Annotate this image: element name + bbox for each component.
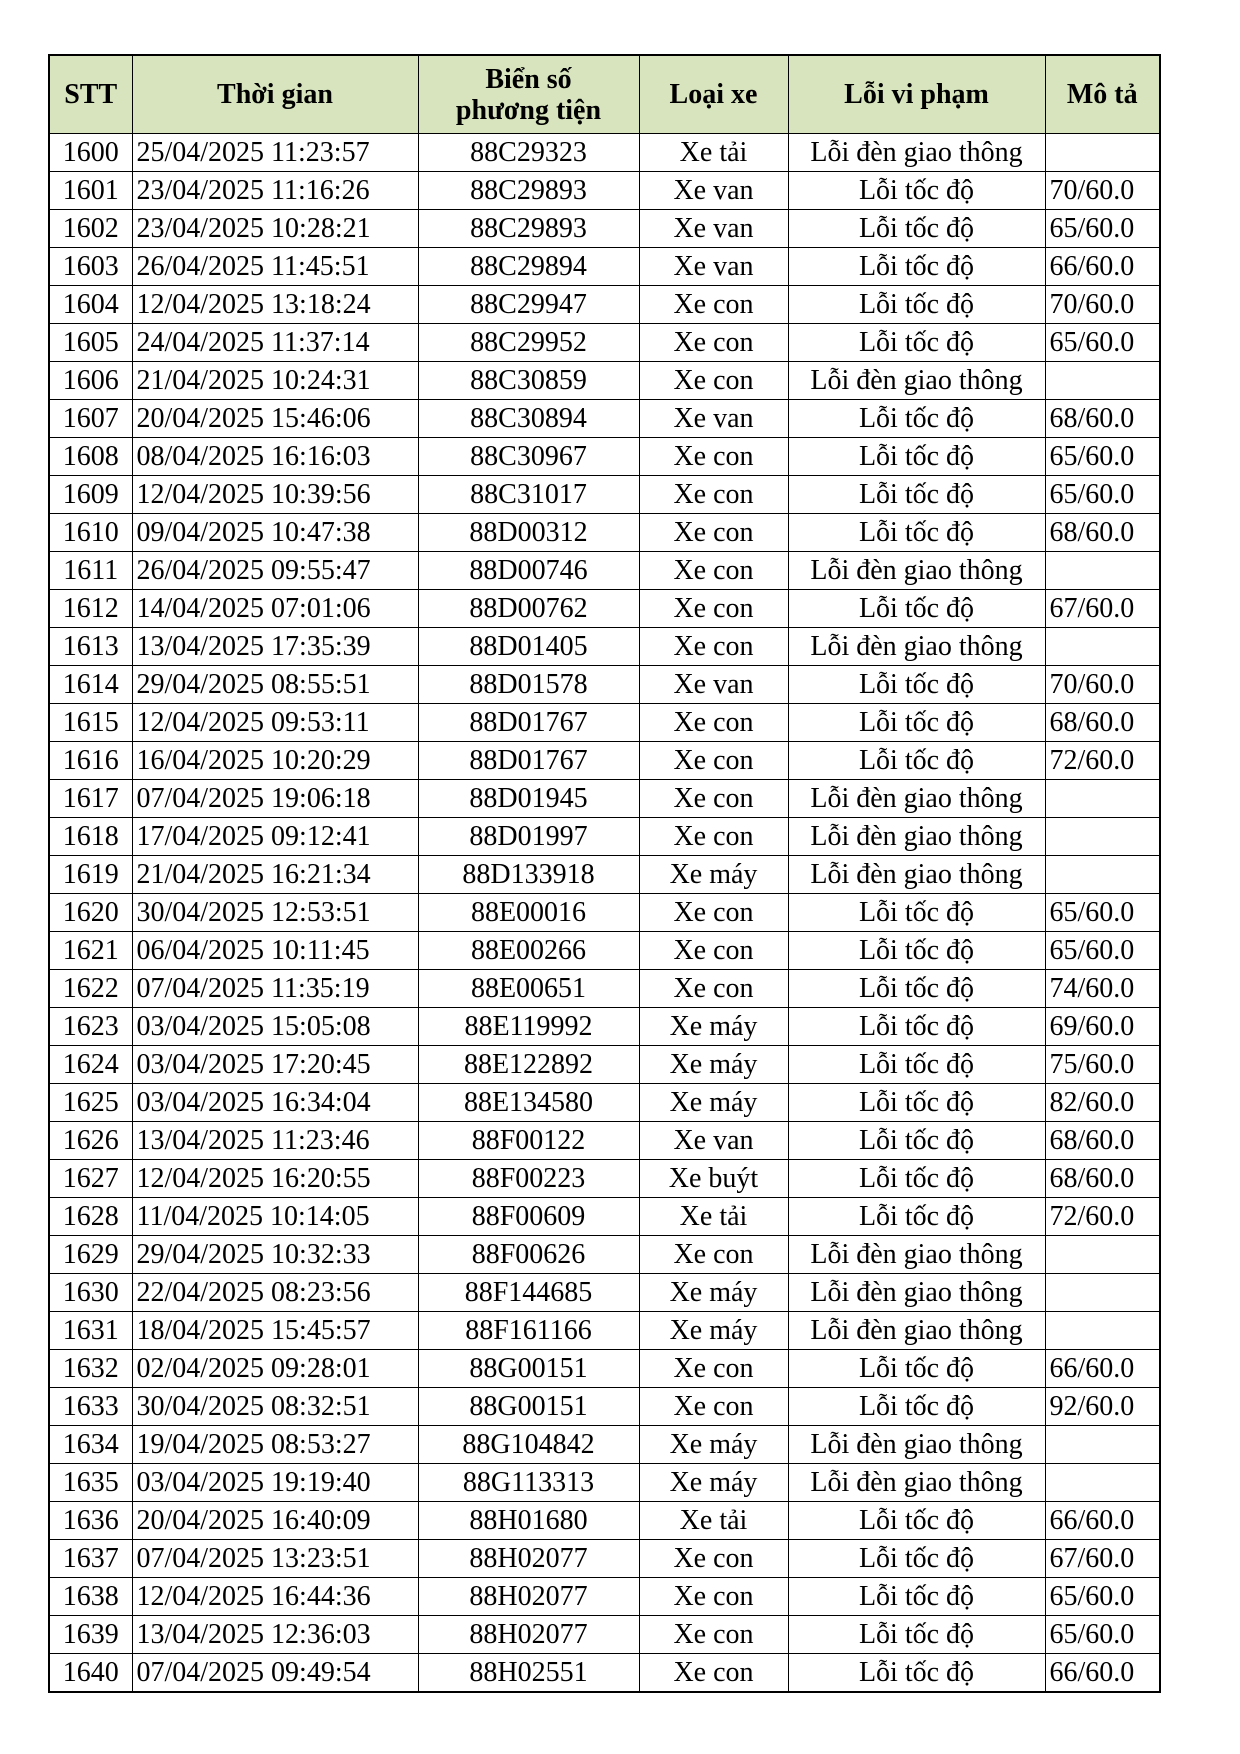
cell-violation: Lỗi tốc độ xyxy=(788,704,1045,742)
cell-plate: 88C29893 xyxy=(418,210,639,248)
cell-vehicle-type: Xe con xyxy=(639,514,788,552)
cell-stt: 1629 xyxy=(49,1236,132,1274)
cell-stt: 1620 xyxy=(49,894,132,932)
cell-plate: 88C30859 xyxy=(418,362,639,400)
cell-violation: Lỗi tốc độ xyxy=(788,1502,1045,1540)
cell-description: 74/60.0 xyxy=(1045,970,1160,1008)
cell-description: 65/60.0 xyxy=(1045,1578,1160,1616)
cell-description: 66/60.0 xyxy=(1045,1350,1160,1388)
cell-stt: 1625 xyxy=(49,1084,132,1122)
cell-violation: Lỗi tốc độ xyxy=(788,970,1045,1008)
cell-description: 72/60.0 xyxy=(1045,1198,1160,1236)
cell-time: 08/04/2025 16:16:03 xyxy=(132,438,418,476)
cell-vehicle-type: Xe con xyxy=(639,438,788,476)
table-row xyxy=(49,210,1160,248)
cell-violation: Lỗi tốc độ xyxy=(788,666,1045,704)
cell-plate: 88F00223 xyxy=(418,1160,639,1198)
cell-description: 65/60.0 xyxy=(1045,476,1160,514)
table-row xyxy=(49,1122,1160,1160)
cell-vehicle-type: Xe tải xyxy=(639,1198,788,1236)
cell-description xyxy=(1045,628,1160,666)
cell-description: 68/60.0 xyxy=(1045,1122,1160,1160)
cell-time: 03/04/2025 17:20:45 xyxy=(132,1046,418,1084)
table-row xyxy=(49,362,1160,400)
cell-stt: 1610 xyxy=(49,514,132,552)
cell-plate: 88D01405 xyxy=(418,628,639,666)
cell-time: 20/04/2025 15:46:06 xyxy=(132,400,418,438)
violations-table xyxy=(48,54,1161,1693)
cell-plate: 88F00122 xyxy=(418,1122,639,1160)
table-header xyxy=(49,55,1160,134)
header-row xyxy=(49,55,1160,134)
cell-description xyxy=(1045,1426,1160,1464)
table-row xyxy=(49,1312,1160,1350)
cell-violation: Lỗi tốc độ xyxy=(788,1654,1045,1693)
cell-description: 68/60.0 xyxy=(1045,704,1160,742)
cell-time: 18/04/2025 15:45:57 xyxy=(132,1312,418,1350)
cell-vehicle-type: Xe máy xyxy=(639,1312,788,1350)
cell-description xyxy=(1045,1464,1160,1502)
cell-vehicle-type: Xe con xyxy=(639,742,788,780)
cell-violation: Lỗi tốc độ xyxy=(788,476,1045,514)
cell-vehicle-type: Xe con xyxy=(639,1388,788,1426)
header-violation: Lỗi vi phạm xyxy=(788,55,1045,134)
cell-description: 66/60.0 xyxy=(1045,1654,1160,1693)
cell-plate: 88H02077 xyxy=(418,1540,639,1578)
cell-time: 13/04/2025 12:36:03 xyxy=(132,1616,418,1654)
cell-violation: Lỗi tốc độ xyxy=(788,248,1045,286)
cell-stt: 1633 xyxy=(49,1388,132,1426)
cell-time: 07/04/2025 13:23:51 xyxy=(132,1540,418,1578)
cell-vehicle-type: Xe con xyxy=(639,286,788,324)
cell-time: 09/04/2025 10:47:38 xyxy=(132,514,418,552)
cell-stt: 1630 xyxy=(49,1274,132,1312)
cell-violation: Lỗi tốc độ xyxy=(788,438,1045,476)
cell-violation: Lỗi tốc độ xyxy=(788,1578,1045,1616)
cell-violation: Lỗi đèn giao thông xyxy=(788,134,1045,172)
cell-violation: Lỗi đèn giao thông xyxy=(788,1274,1045,1312)
table-row xyxy=(49,438,1160,476)
cell-time: 23/04/2025 10:28:21 xyxy=(132,210,418,248)
cell-stt: 1622 xyxy=(49,970,132,1008)
cell-plate: 88D00746 xyxy=(418,552,639,590)
cell-vehicle-type: Xe máy xyxy=(639,1084,788,1122)
cell-violation: Lỗi đèn giao thông xyxy=(788,1426,1045,1464)
cell-violation: Lỗi tốc độ xyxy=(788,1350,1045,1388)
header-time: Thời gian xyxy=(132,55,418,134)
cell-vehicle-type: Xe con xyxy=(639,1540,788,1578)
cell-plate: 88E134580 xyxy=(418,1084,639,1122)
cell-violation: Lỗi tốc độ xyxy=(788,1540,1045,1578)
cell-plate: 88E00266 xyxy=(418,932,639,970)
cell-stt: 1624 xyxy=(49,1046,132,1084)
cell-time: 06/04/2025 10:11:45 xyxy=(132,932,418,970)
cell-stt: 1637 xyxy=(49,1540,132,1578)
cell-stt: 1609 xyxy=(49,476,132,514)
cell-stt: 1603 xyxy=(49,248,132,286)
cell-description: 66/60.0 xyxy=(1045,1502,1160,1540)
cell-description: 70/60.0 xyxy=(1045,172,1160,210)
cell-vehicle-type: Xe con xyxy=(639,628,788,666)
cell-description: 92/60.0 xyxy=(1045,1388,1160,1426)
table-row xyxy=(49,134,1160,172)
cell-stt: 1638 xyxy=(49,1578,132,1616)
cell-vehicle-type: Xe con xyxy=(639,780,788,818)
cell-plate: 88C31017 xyxy=(418,476,639,514)
cell-description: 70/60.0 xyxy=(1045,666,1160,704)
table-row xyxy=(49,628,1160,666)
cell-description: 65/60.0 xyxy=(1045,894,1160,932)
table-row xyxy=(49,172,1160,210)
cell-violation: Lỗi đèn giao thông xyxy=(788,1236,1045,1274)
cell-vehicle-type: Xe máy xyxy=(639,1464,788,1502)
cell-description xyxy=(1045,856,1160,894)
cell-violation: Lỗi tốc độ xyxy=(788,1616,1045,1654)
cell-description: 66/60.0 xyxy=(1045,248,1160,286)
cell-vehicle-type: Xe van xyxy=(639,248,788,286)
cell-vehicle-type: Xe máy xyxy=(639,1274,788,1312)
table-row xyxy=(49,400,1160,438)
table-row xyxy=(49,1654,1160,1693)
cell-vehicle-type: Xe con xyxy=(639,894,788,932)
table-row xyxy=(49,932,1160,970)
cell-description: 65/60.0 xyxy=(1045,210,1160,248)
cell-plate: 88G104842 xyxy=(418,1426,639,1464)
table-row xyxy=(49,1388,1160,1426)
cell-description xyxy=(1045,362,1160,400)
cell-violation: Lỗi đèn giao thông xyxy=(788,856,1045,894)
cell-time: 17/04/2025 09:12:41 xyxy=(132,818,418,856)
cell-violation: Lỗi đèn giao thông xyxy=(788,1464,1045,1502)
cell-plate: 88E119992 xyxy=(418,1008,639,1046)
cell-plate: 88G00151 xyxy=(418,1388,639,1426)
cell-stt: 1604 xyxy=(49,286,132,324)
cell-plate: 88D01578 xyxy=(418,666,639,704)
cell-description xyxy=(1045,780,1160,818)
cell-vehicle-type: Xe con xyxy=(639,1350,788,1388)
cell-time: 21/04/2025 16:21:34 xyxy=(132,856,418,894)
cell-plate: 88C29323 xyxy=(418,134,639,172)
cell-stt: 1626 xyxy=(49,1122,132,1160)
header-description: Mô tả xyxy=(1045,55,1160,134)
cell-violation: Lỗi tốc độ xyxy=(788,1160,1045,1198)
table-row xyxy=(49,1540,1160,1578)
cell-violation: Lỗi tốc độ xyxy=(788,210,1045,248)
cell-violation: Lỗi đèn giao thông xyxy=(788,1312,1045,1350)
cell-vehicle-type: Xe van xyxy=(639,1122,788,1160)
table-row xyxy=(49,476,1160,514)
cell-vehicle-type: Xe van xyxy=(639,400,788,438)
cell-time: 20/04/2025 16:40:09 xyxy=(132,1502,418,1540)
cell-time: 12/04/2025 16:20:55 xyxy=(132,1160,418,1198)
cell-stt: 1600 xyxy=(49,134,132,172)
cell-stt: 1605 xyxy=(49,324,132,362)
cell-violation: Lỗi tốc độ xyxy=(788,1084,1045,1122)
table-row xyxy=(49,666,1160,704)
cell-violation: Lỗi đèn giao thông xyxy=(788,780,1045,818)
cell-description: 65/60.0 xyxy=(1045,932,1160,970)
cell-plate: 88G113313 xyxy=(418,1464,639,1502)
cell-violation: Lỗi tốc độ xyxy=(788,286,1045,324)
header-plate-label: Biển số phương tiện xyxy=(455,63,602,126)
table-row xyxy=(49,1426,1160,1464)
cell-violation: Lỗi đèn giao thông xyxy=(788,362,1045,400)
table-row xyxy=(49,780,1160,818)
cell-time: 30/04/2025 12:53:51 xyxy=(132,894,418,932)
cell-description: 65/60.0 xyxy=(1045,438,1160,476)
cell-vehicle-type: Xe con xyxy=(639,552,788,590)
cell-violation: Lỗi tốc độ xyxy=(788,742,1045,780)
cell-violation: Lỗi tốc độ xyxy=(788,590,1045,628)
cell-description xyxy=(1045,134,1160,172)
cell-vehicle-type: Xe tải xyxy=(639,1502,788,1540)
cell-stt: 1611 xyxy=(49,552,132,590)
cell-time: 26/04/2025 11:45:51 xyxy=(132,248,418,286)
cell-plate: 88D00312 xyxy=(418,514,639,552)
table-row xyxy=(49,818,1160,856)
cell-plate: 88F00626 xyxy=(418,1236,639,1274)
cell-vehicle-type: Xe con xyxy=(639,704,788,742)
cell-description: 75/60.0 xyxy=(1045,1046,1160,1084)
cell-violation: Lỗi tốc độ xyxy=(788,324,1045,362)
cell-time: 12/04/2025 09:53:11 xyxy=(132,704,418,742)
cell-description: 82/60.0 xyxy=(1045,1084,1160,1122)
cell-stt: 1618 xyxy=(49,818,132,856)
cell-time: 12/04/2025 10:39:56 xyxy=(132,476,418,514)
cell-plate: 88D01945 xyxy=(418,780,639,818)
cell-time: 23/04/2025 11:16:26 xyxy=(132,172,418,210)
table-row xyxy=(49,1008,1160,1046)
cell-stt: 1621 xyxy=(49,932,132,970)
cell-time: 07/04/2025 09:49:54 xyxy=(132,1654,418,1693)
table-body xyxy=(49,134,1160,1693)
cell-stt: 1635 xyxy=(49,1464,132,1502)
cell-plate: 88E122892 xyxy=(418,1046,639,1084)
cell-vehicle-type: Xe máy xyxy=(639,1426,788,1464)
cell-stt: 1616 xyxy=(49,742,132,780)
table-row xyxy=(49,704,1160,742)
cell-stt: 1640 xyxy=(49,1654,132,1693)
table-row xyxy=(49,1464,1160,1502)
table-row xyxy=(49,514,1160,552)
table-row xyxy=(49,1616,1160,1654)
cell-violation: Lỗi đèn giao thông xyxy=(788,552,1045,590)
table-row xyxy=(49,248,1160,286)
cell-time: 07/04/2025 19:06:18 xyxy=(132,780,418,818)
cell-stt: 1606 xyxy=(49,362,132,400)
cell-plate: 88C30967 xyxy=(418,438,639,476)
cell-description: 68/60.0 xyxy=(1045,514,1160,552)
table-row xyxy=(49,1350,1160,1388)
cell-description: 72/60.0 xyxy=(1045,742,1160,780)
cell-violation: Lỗi tốc độ xyxy=(788,1046,1045,1084)
cell-vehicle-type: Xe con xyxy=(639,476,788,514)
cell-stt: 1613 xyxy=(49,628,132,666)
cell-stt: 1623 xyxy=(49,1008,132,1046)
cell-vehicle-type: Xe con xyxy=(639,1578,788,1616)
cell-vehicle-type: Xe con xyxy=(639,818,788,856)
cell-plate: 88D133918 xyxy=(418,856,639,894)
cell-time: 02/04/2025 09:28:01 xyxy=(132,1350,418,1388)
cell-stt: 1617 xyxy=(49,780,132,818)
cell-time: 03/04/2025 19:19:40 xyxy=(132,1464,418,1502)
cell-time: 24/04/2025 11:37:14 xyxy=(132,324,418,362)
cell-plate: 88C29947 xyxy=(418,286,639,324)
cell-description: 68/60.0 xyxy=(1045,400,1160,438)
cell-plate: 88G00151 xyxy=(418,1350,639,1388)
table-row xyxy=(49,324,1160,362)
cell-violation: Lỗi tốc độ xyxy=(788,400,1045,438)
cell-plate: 88D01767 xyxy=(418,742,639,780)
cell-stt: 1601 xyxy=(49,172,132,210)
cell-plate: 88C30894 xyxy=(418,400,639,438)
cell-stt: 1612 xyxy=(49,590,132,628)
cell-plate: 88H02077 xyxy=(418,1578,639,1616)
table-row xyxy=(49,552,1160,590)
cell-violation: Lỗi tốc độ xyxy=(788,1388,1045,1426)
header-plate xyxy=(418,55,639,134)
cell-stt: 1619 xyxy=(49,856,132,894)
cell-plate: 88H01680 xyxy=(418,1502,639,1540)
table-row xyxy=(49,1274,1160,1312)
cell-vehicle-type: Xe máy xyxy=(639,856,788,894)
cell-description xyxy=(1045,1312,1160,1350)
cell-description: 65/60.0 xyxy=(1045,324,1160,362)
cell-vehicle-type: Xe con xyxy=(639,932,788,970)
cell-time: 21/04/2025 10:24:31 xyxy=(132,362,418,400)
cell-stt: 1632 xyxy=(49,1350,132,1388)
cell-description xyxy=(1045,818,1160,856)
cell-stt: 1634 xyxy=(49,1426,132,1464)
table-row xyxy=(49,970,1160,1008)
cell-time: 14/04/2025 07:01:06 xyxy=(132,590,418,628)
table-row xyxy=(49,1502,1160,1540)
cell-time: 12/04/2025 13:18:24 xyxy=(132,286,418,324)
cell-stt: 1627 xyxy=(49,1160,132,1198)
cell-time: 12/04/2025 16:44:36 xyxy=(132,1578,418,1616)
cell-plate: 88F144685 xyxy=(418,1274,639,1312)
cell-time: 07/04/2025 11:35:19 xyxy=(132,970,418,1008)
cell-time: 13/04/2025 11:23:46 xyxy=(132,1122,418,1160)
cell-vehicle-type: Xe con xyxy=(639,362,788,400)
cell-plate: 88C29952 xyxy=(418,324,639,362)
cell-violation: Lỗi tốc độ xyxy=(788,1008,1045,1046)
cell-vehicle-type: Xe con xyxy=(639,1236,788,1274)
cell-time: 03/04/2025 15:05:08 xyxy=(132,1008,418,1046)
cell-time: 16/04/2025 10:20:29 xyxy=(132,742,418,780)
cell-time: 29/04/2025 10:32:33 xyxy=(132,1236,418,1274)
table-row xyxy=(49,1084,1160,1122)
cell-time: 29/04/2025 08:55:51 xyxy=(132,666,418,704)
cell-stt: 1607 xyxy=(49,400,132,438)
table-row xyxy=(49,894,1160,932)
cell-description xyxy=(1045,552,1160,590)
table-row xyxy=(49,1046,1160,1084)
cell-stt: 1636 xyxy=(49,1502,132,1540)
cell-violation: Lỗi tốc độ xyxy=(788,894,1045,932)
cell-vehicle-type: Xe van xyxy=(639,210,788,248)
cell-stt: 1602 xyxy=(49,210,132,248)
cell-stt: 1639 xyxy=(49,1616,132,1654)
cell-time: 03/04/2025 16:34:04 xyxy=(132,1084,418,1122)
cell-violation: Lỗi tốc độ xyxy=(788,514,1045,552)
table-row xyxy=(49,742,1160,780)
table-row xyxy=(49,1236,1160,1274)
cell-stt: 1631 xyxy=(49,1312,132,1350)
cell-plate: 88D00762 xyxy=(418,590,639,628)
cell-vehicle-type: Xe van xyxy=(639,172,788,210)
cell-plate: 88H02551 xyxy=(418,1654,639,1693)
cell-vehicle-type: Xe con xyxy=(639,1654,788,1693)
cell-stt: 1628 xyxy=(49,1198,132,1236)
cell-description xyxy=(1045,1236,1160,1274)
cell-description: 70/60.0 xyxy=(1045,286,1160,324)
cell-violation: Lỗi tốc độ xyxy=(788,932,1045,970)
table-row xyxy=(49,590,1160,628)
cell-plate: 88F00609 xyxy=(418,1198,639,1236)
cell-vehicle-type: Xe con xyxy=(639,970,788,1008)
cell-time: 26/04/2025 09:55:47 xyxy=(132,552,418,590)
cell-time: 19/04/2025 08:53:27 xyxy=(132,1426,418,1464)
cell-plate: 88E00016 xyxy=(418,894,639,932)
cell-violation: Lỗi tốc độ xyxy=(788,1198,1045,1236)
cell-plate: 88F161166 xyxy=(418,1312,639,1350)
table-row xyxy=(49,286,1160,324)
cell-stt: 1614 xyxy=(49,666,132,704)
cell-time: 25/04/2025 11:23:57 xyxy=(132,134,418,172)
cell-time: 11/04/2025 10:14:05 xyxy=(132,1198,418,1236)
table-row xyxy=(49,1578,1160,1616)
cell-violation: Lỗi đèn giao thông xyxy=(788,628,1045,666)
cell-violation: Lỗi tốc độ xyxy=(788,1122,1045,1160)
table-row xyxy=(49,1198,1160,1236)
cell-vehicle-type: Xe con xyxy=(639,1616,788,1654)
cell-vehicle-type: Xe buýt xyxy=(639,1160,788,1198)
cell-description: 68/60.0 xyxy=(1045,1160,1160,1198)
cell-description xyxy=(1045,1274,1160,1312)
cell-violation: Lỗi đèn giao thông xyxy=(788,818,1045,856)
cell-description: 67/60.0 xyxy=(1045,1540,1160,1578)
cell-plate: 88C29894 xyxy=(418,248,639,286)
cell-vehicle-type: Xe van xyxy=(639,666,788,704)
cell-time: 22/04/2025 08:23:56 xyxy=(132,1274,418,1312)
cell-stt: 1615 xyxy=(49,704,132,742)
header-stt: STT xyxy=(49,55,132,134)
cell-time: 13/04/2025 17:35:39 xyxy=(132,628,418,666)
cell-plate: 88H02077 xyxy=(418,1616,639,1654)
cell-description: 65/60.0 xyxy=(1045,1616,1160,1654)
cell-plate: 88E00651 xyxy=(418,970,639,1008)
header-vehicle-type: Loại xe xyxy=(639,55,788,134)
cell-violation: Lỗi tốc độ xyxy=(788,172,1045,210)
cell-plate: 88D01767 xyxy=(418,704,639,742)
table-row xyxy=(49,1160,1160,1198)
cell-vehicle-type: Xe con xyxy=(639,590,788,628)
cell-vehicle-type: Xe tải xyxy=(639,134,788,172)
cell-plate: 88C29893 xyxy=(418,172,639,210)
cell-description: 69/60.0 xyxy=(1045,1008,1160,1046)
cell-vehicle-type: Xe máy xyxy=(639,1046,788,1084)
cell-vehicle-type: Xe con xyxy=(639,324,788,362)
cell-stt: 1608 xyxy=(49,438,132,476)
table-row xyxy=(49,856,1160,894)
cell-time: 30/04/2025 08:32:51 xyxy=(132,1388,418,1426)
cell-description: 67/60.0 xyxy=(1045,590,1160,628)
cell-plate: 88D01997 xyxy=(418,818,639,856)
cell-vehicle-type: Xe máy xyxy=(639,1008,788,1046)
